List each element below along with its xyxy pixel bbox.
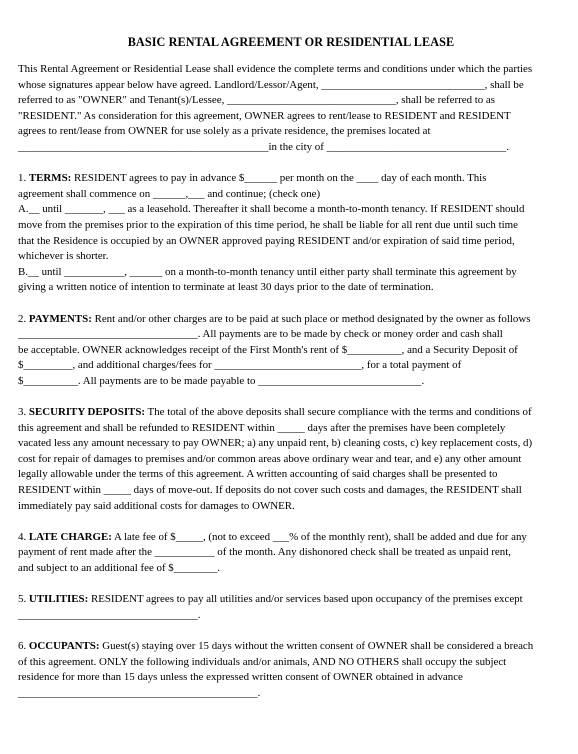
intro-line: whose signatures appear below have agreed. Landlord/Lessor/Agent, ______________________________, shall be: [18, 78, 524, 91]
security-line: immediately pay said additional costs for damages to OWNER.: [18, 499, 295, 512]
terms-line: whichever is shorter.: [18, 250, 109, 263]
terms-line: giving a written notice of intention to terminate at least 30 days prior to the date of termination.: [18, 281, 434, 294]
terms-line: agreement shall commence on ______,___ and continue; (check one): [18, 187, 321, 200]
terms-first-text: RESIDENT agrees to pay in advance $______ per month on the ____ day of each month. This: [71, 172, 487, 185]
security-line: legally allowable under the terms of this agreement. A written accounting of said charges shall be presented to: [18, 468, 498, 481]
terms-number: 1.: [18, 172, 27, 185]
occupants-line: residence for more than 15 days unless the expressed written consent of OWNER obtained in advance: [18, 671, 463, 684]
payments-line: $__________. All payments are to be made payable to ______________________________.: [18, 374, 425, 387]
intro-line: agrees to rent/lease from OWNER for use solely as a private residence, the premises located at: [18, 125, 431, 138]
utilities-section: [18, 592, 564, 623]
utilities-first-line: [18, 592, 564, 608]
terms-heading: TERMS:: [28, 172, 72, 185]
payments-heading: PAYMENTS:: [28, 312, 92, 325]
paragraph-gap: [18, 296, 564, 312]
late-line: payment of rent made after the ___________ of the month. Any dishonored check shall be treated as unpaid rent,: [18, 546, 511, 559]
intro-line: "RESIDENT." As consideration for this agreement, OWNER agrees to rent/lease to RESIDENT and RESIDENT: [18, 109, 511, 122]
utilities-heading: UTILITIES:: [28, 593, 89, 606]
occupants-line: of this agreement. ONLY the following individuals and/or animals, AND NO OTHERS shall occupy the subject: [18, 655, 507, 668]
utilities-line: _________________________________.: [18, 608, 201, 621]
payments-line: $_________, and additional charges/fees for ___________________________, for a total payment of: [18, 359, 462, 372]
late-heading: LATE CHARGE:: [28, 530, 112, 543]
utilities-first-text: RESIDENT agrees to pay all utilities and/or services based upon occupancy of the premises except: [88, 593, 523, 606]
paragraph-gap: [18, 577, 564, 593]
security-line: cost for repair of damages to premises and/or common areas above ordinary wear and tear, and e) any other amount: [18, 452, 522, 465]
intro-line: referred to as "OWNER" and Tenant(s)/Lessee, _______________________________, shall be referred to as: [18, 94, 496, 107]
late-first-line: [18, 530, 564, 546]
occupants-first-line: [18, 639, 564, 655]
late-line: and subject to an additional fee of $________.: [18, 562, 221, 574]
payments-line: be acceptable. OWNER acknowledges receipt of the First Month's rent of $__________, and a Security Deposit of: [18, 343, 518, 356]
security-number: 3.: [18, 406, 27, 419]
payments-first-line: [18, 312, 564, 328]
late-charge-section: [18, 530, 564, 577]
utilities-number: 5.: [18, 593, 27, 606]
occupants-heading: OCCUPANTS:: [28, 639, 100, 652]
terms-first-line: [18, 171, 564, 187]
paragraph-gap: [18, 514, 564, 530]
terms-line: move from the premises prior to the expiration of this time period, he shall be liable for all rent due until such time: [18, 218, 518, 231]
security-line: this agreement and shall be refunded to RESIDENT within _____ days after the premises have been completely: [18, 421, 506, 434]
occupants-line: ____________________________________________.: [18, 686, 261, 699]
security-section: [18, 405, 564, 514]
terms-line: A.__ until _______, ___ as a leasehold. Thereafter it shall become a month-to-month tenancy. If RESIDENT should: [18, 203, 525, 216]
security-line: RESIDENT within _____ days of move-out. If deposits do not cover such costs and damages, the RESIDENT shall: [18, 484, 522, 497]
occupants-section: [18, 639, 564, 701]
terms-section: [18, 171, 564, 296]
terms-line: that the Residence is occupied by an OWNER approved paying RESIDENT and/or expiration of said time period,: [18, 234, 515, 247]
security-first-text: The total of the above deposits shall secure compliance with the terms and conditions of: [145, 406, 532, 419]
paragraph-gap: [18, 156, 564, 172]
document-title: BASIC RENTAL AGREEMENT OR RESIDENTIAL LEASE: [127, 35, 455, 49]
terms-line: B.__ until ___________, ______ on a month-to-month tenancy until either party shall terminate this agreement by: [18, 265, 517, 278]
security-line: vacated less any amount necessary to pay OWNER; a) any unpaid rent, b) cleaning costs, c) key replacement costs, d): [18, 437, 533, 450]
security-heading: SECURITY DEPOSITS:: [28, 406, 146, 419]
payments-line: _________________________________. All payments are to be made by check or money order and cash shall: [18, 328, 503, 341]
security-first-line: [18, 405, 564, 421]
late-number: 4.: [18, 530, 27, 543]
intro-line: ______________________________________________in the city of _________________________________.: [18, 140, 509, 153]
late-first-text: A late fee of $_____, (not to exceed ___% of the monthly rent), shall be added and due for any: [111, 530, 527, 543]
payments-number: 2.: [18, 312, 27, 325]
occupants-number: 6.: [18, 639, 27, 652]
intro-paragraph: [18, 62, 564, 156]
payments-section: [18, 312, 564, 390]
paragraph-gap: [18, 623, 564, 639]
paragraph-gap: [18, 389, 564, 405]
occupants-first-text: Guest(s) staying over 15 days without the written consent of OWNER shall be considered a breach: [99, 639, 534, 652]
payments-first-text: Rent and/or other charges are to be paid at such place or method designated by the owner as follows: [91, 312, 531, 325]
intro-line: This Rental Agreement or Residential Lease shall evidence the complete terms and conditions under which the parties: [18, 63, 533, 75]
